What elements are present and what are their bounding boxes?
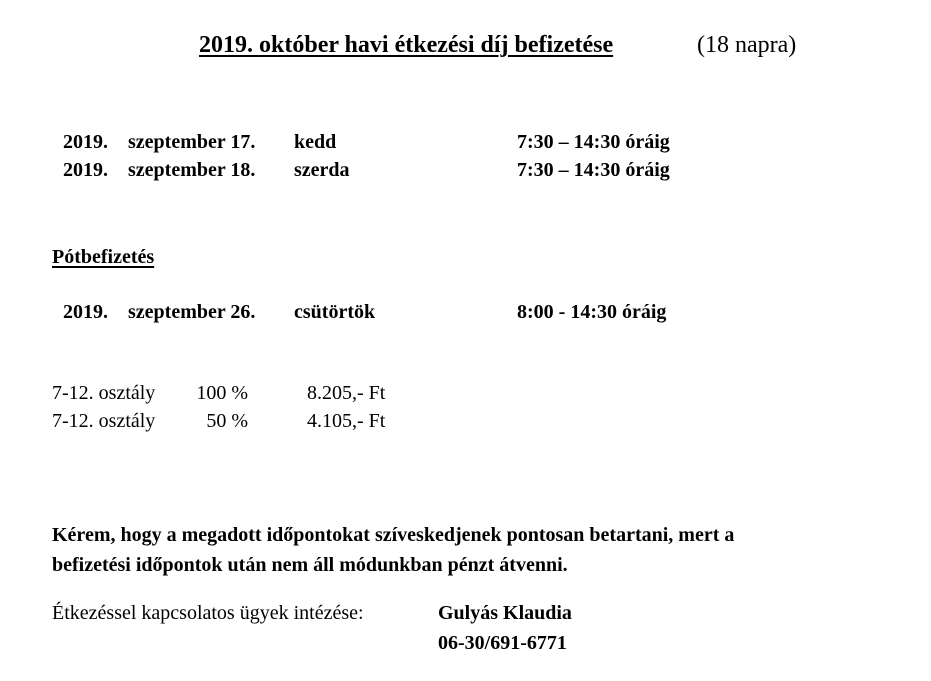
schedule-weekday: kedd [294,131,337,153]
notice-text [52,520,734,580]
contact-phone: 06-30/691-6771 [438,632,567,654]
schedule-weekday: szerda [294,159,350,181]
supplementary-year: 2019. [63,301,108,323]
contact-name: Gulyás Klaudia [438,602,572,624]
notice-line: befizetési időpontok után nem áll módunkban pénzt átvenni. [52,554,568,576]
schedule-time: 7:30 – 14:30 óráig [517,131,670,153]
supplementary-time: 8:00 - 14:30 óráig [517,301,667,323]
document-subtitle: (18 napra) [697,32,797,58]
price-amount: 8.205,- Ft [307,382,386,404]
notice-line: Kérem, hogy a megadott időpontokat szíveskedjenek pontosan betartani, mert a [52,524,735,546]
schedule-year: 2019. [63,159,108,181]
schedule-time: 7:30 – 14:30 óráig [517,159,670,181]
price-class: 7-12. osztály [52,410,156,432]
document-title: 2019. október havi étkezési díj befizetése [199,32,614,58]
price-amount: 4.105,- Ft [307,410,386,432]
contact-label: Étkezéssel kapcsolatos ügyek intézése: [52,602,364,624]
price-class: 7-12. osztály [52,382,156,404]
schedule-date: szeptember 17. [128,131,256,153]
schedule-year: 2019. [63,131,108,153]
schedule-date: szeptember 18. [128,159,256,181]
supplementary-payment-heading: Pótbefizetés [52,246,155,268]
supplementary-weekday: csütörtök [294,301,376,323]
supplementary-date: szeptember 26. [128,301,256,323]
price-percent: 50 % [206,410,248,432]
price-percent: 100 % [196,382,248,404]
